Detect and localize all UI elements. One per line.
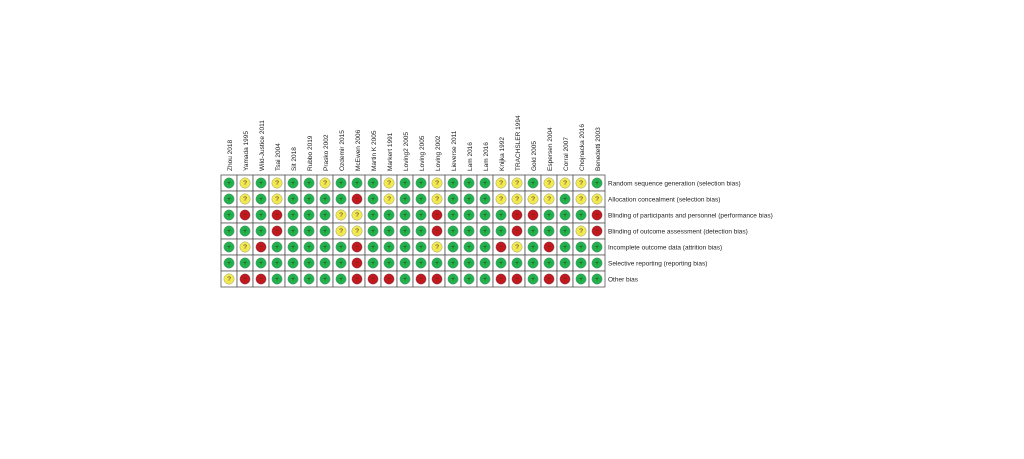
low-risk-symbol: + [227,196,231,204]
low-risk-symbol: + [579,244,583,252]
low-risk-symbol: + [227,212,231,220]
low-risk-symbol: + [451,244,455,252]
low-risk-symbol: + [339,276,343,284]
low-risk-symbol: + [531,228,535,236]
study-label: Ozdemir 2015 [339,130,346,171]
low-risk-symbol: + [467,276,471,284]
low-risk-symbol: + [387,212,391,220]
low-risk-symbol: + [323,276,327,284]
unclear-risk-symbol: ? [595,196,599,204]
high-risk-symbol: − [515,212,519,220]
unclear-risk-symbol: ? [435,196,439,204]
study-label: Lam 2016 [467,142,474,171]
high-risk-symbol: − [275,228,279,236]
unclear-risk-symbol: ? [531,196,535,204]
high-risk-symbol: − [547,244,551,252]
low-risk-symbol: + [483,228,487,236]
low-risk-symbol: + [531,260,535,268]
unclear-risk-symbol: ? [243,196,247,204]
low-risk-symbol: + [563,212,567,220]
unclear-risk-symbol: ? [387,180,391,188]
low-risk-symbol: + [419,228,423,236]
low-risk-symbol: + [387,228,391,236]
low-risk-symbol: + [483,212,487,220]
low-risk-symbol: + [403,180,407,188]
low-risk-symbol: + [579,276,583,284]
low-risk-symbol: + [579,212,583,220]
low-risk-symbol: + [595,260,599,268]
low-risk-symbol: + [403,244,407,252]
high-risk-symbol: − [275,212,279,220]
study-label: Espersen 2004 [547,127,554,171]
low-risk-symbol: + [467,180,471,188]
low-risk-symbol: + [419,212,423,220]
low-risk-symbol: + [467,244,471,252]
low-risk-symbol: + [531,276,535,284]
low-risk-symbol: + [451,228,455,236]
unclear-risk-symbol: ? [435,244,439,252]
low-risk-symbol: + [307,212,311,220]
low-risk-symbol: + [387,244,391,252]
low-risk-symbol: + [451,180,455,188]
high-risk-symbol: − [243,212,247,220]
low-risk-symbol: + [291,180,295,188]
low-risk-symbol: + [595,276,599,284]
study-label: Zhou 2018 [227,139,234,171]
low-risk-symbol: + [259,260,263,268]
low-risk-symbol: + [275,276,279,284]
study-label: Sit 2018 [291,147,298,171]
low-risk-symbol: + [259,212,263,220]
domain-label: Allocation concealment (selection bias) [608,196,721,204]
high-risk-symbol: − [435,276,439,284]
high-risk-symbol: − [355,276,359,284]
domain-label: Random sequence generation (selection bias) [608,180,741,188]
domain-label: Incomplete outcome data (attrition bias) [608,244,723,252]
low-risk-symbol: + [339,180,343,188]
unclear-risk-symbol: ? [563,180,567,188]
low-risk-symbol: + [387,260,391,268]
low-risk-symbol: + [483,260,487,268]
domain-labels [608,181,773,284]
high-risk-symbol: − [563,276,567,284]
high-risk-symbol: − [419,276,423,284]
low-risk-symbol: + [483,276,487,284]
low-risk-symbol: + [307,196,311,204]
low-risk-symbol: + [563,260,567,268]
unclear-risk-symbol: ? [547,196,551,204]
low-risk-symbol: + [499,212,503,220]
low-risk-symbol: + [595,180,599,188]
low-risk-symbol: + [307,260,311,268]
unclear-risk-symbol: ? [547,180,551,188]
high-risk-symbol: − [435,228,439,236]
low-risk-symbol: + [227,228,231,236]
low-risk-symbol: + [499,228,503,236]
high-risk-symbol: − [595,228,599,236]
study-label: Knijka 1992 [499,137,506,171]
high-risk-symbol: − [259,244,263,252]
low-risk-symbol: + [307,276,311,284]
study-label: Lam 2016 [483,142,490,171]
study-label: Corral 2007 [563,137,570,171]
low-risk-symbol: + [339,260,343,268]
low-risk-symbol: + [483,180,487,188]
unclear-risk-symbol: ? [499,196,503,204]
unclear-risk-symbol: ? [227,276,231,284]
low-risk-symbol: + [323,212,327,220]
study-label: Prasko 2002 [323,134,330,171]
study-label: TRACHSLER 1994 [515,115,522,171]
low-risk-symbol: + [371,180,375,188]
high-risk-symbol: − [387,276,391,284]
low-risk-symbol: + [291,244,295,252]
high-risk-symbol: − [515,228,519,236]
low-risk-symbol: + [323,260,327,268]
low-risk-symbol: + [403,212,407,220]
study-label: Loving2 2005 [403,131,410,171]
high-risk-symbol: − [499,276,503,284]
low-risk-symbol: + [371,228,375,236]
low-risk-symbol: + [259,228,263,236]
low-risk-symbol: + [451,276,455,284]
unclear-risk-symbol: ? [339,228,343,236]
unclear-risk-symbol: ? [435,180,439,188]
study-label: Markert 1991 [387,132,394,171]
low-risk-symbol: + [339,244,343,252]
low-risk-symbol: + [291,260,295,268]
unclear-risk-symbol: ? [499,180,503,188]
low-risk-symbol: + [323,196,327,204]
low-risk-symbol: + [403,228,407,236]
low-risk-symbol: + [371,196,375,204]
high-risk-symbol: − [595,212,599,220]
low-risk-symbol: + [595,244,599,252]
low-risk-symbol: + [291,212,295,220]
low-risk-symbol: + [419,244,423,252]
low-risk-symbol: + [547,260,551,268]
low-risk-symbol: + [291,276,295,284]
study-label: Rubbo 2019 [307,135,314,171]
low-risk-symbol: + [467,228,471,236]
unclear-risk-symbol: ? [579,196,583,204]
low-risk-symbol: + [419,196,423,204]
high-risk-symbol: − [243,276,247,284]
low-risk-symbol: + [483,244,487,252]
high-risk-symbol: − [547,276,551,284]
low-risk-symbol: + [227,260,231,268]
study-label: Chojnacka 2016 [579,124,586,171]
unclear-risk-symbol: ? [515,244,519,252]
high-risk-symbol: − [531,212,535,220]
low-risk-symbol: + [419,180,423,188]
low-risk-symbol: + [547,212,551,220]
study-label: Benedetti 2003 [595,127,602,171]
low-risk-symbol: + [275,260,279,268]
low-risk-symbol: + [515,260,519,268]
low-risk-symbol: + [467,260,471,268]
low-risk-symbol: + [499,260,503,268]
low-risk-symbol: + [291,228,295,236]
low-risk-symbol: + [323,244,327,252]
low-risk-symbol: + [467,212,471,220]
high-risk-symbol: − [355,260,359,268]
unclear-risk-symbol: ? [243,180,247,188]
domain-label: Blinding of participants and personnel (performance bias) [608,212,773,220]
study-label: Loving 2005 [419,135,426,171]
study-label: Wild-Justice 2011 [259,120,266,171]
domain-label: Other bias [608,276,638,284]
high-risk-symbol: − [259,276,263,284]
low-risk-symbol: + [403,276,407,284]
high-risk-symbol: − [371,276,375,284]
unclear-risk-symbol: ? [579,180,583,188]
low-risk-symbol: + [323,228,327,236]
unclear-risk-symbol: ? [275,180,279,188]
study-label: Loving 2002 [435,135,442,171]
low-risk-symbol: + [579,260,583,268]
low-risk-symbol: + [419,260,423,268]
low-risk-symbol: + [227,244,231,252]
unclear-risk-symbol: ? [387,196,391,204]
study-labels [227,115,602,171]
unclear-risk-symbol: ? [355,212,359,220]
low-risk-symbol: + [259,180,263,188]
high-risk-symbol: − [355,196,359,204]
low-risk-symbol: + [563,244,567,252]
unclear-risk-symbol: ? [243,244,247,252]
domain-label: Selective reporting (reporting bias) [608,260,708,268]
low-risk-symbol: + [371,260,375,268]
low-risk-symbol: + [531,180,535,188]
low-risk-symbol: + [307,228,311,236]
low-risk-symbol: + [307,244,311,252]
domain-label: Blinding of outcome assessment (detection bias) [608,228,748,236]
low-risk-symbol: + [307,180,311,188]
unclear-risk-symbol: ? [515,180,519,188]
low-risk-symbol: + [227,180,231,188]
low-risk-symbol: + [563,228,567,236]
unclear-risk-symbol: ? [323,180,327,188]
low-risk-symbol: + [547,228,551,236]
low-risk-symbol: + [563,196,567,204]
low-risk-symbol: + [355,180,359,188]
low-risk-symbol: + [371,212,375,220]
study-label: Yamada 1995 [243,131,250,171]
low-risk-symbol: + [451,196,455,204]
high-risk-symbol: − [435,212,439,220]
study-label: Gold 2005 [531,141,538,171]
high-risk-symbol: − [499,244,503,252]
low-risk-symbol: + [451,212,455,220]
low-risk-symbol: + [403,196,407,204]
study-label: Martin K 2005 [371,130,378,171]
study-label: Lieverse 2011 [451,130,458,171]
low-risk-symbol: + [435,260,439,268]
unclear-risk-symbol: ? [339,212,343,220]
low-risk-symbol: + [243,260,247,268]
low-risk-symbol: + [483,196,487,204]
unclear-risk-symbol: ? [355,228,359,236]
low-risk-symbol: + [451,260,455,268]
low-risk-symbol: + [467,196,471,204]
low-risk-symbol: + [371,244,375,252]
low-risk-symbol: + [291,196,295,204]
unclear-risk-symbol: ? [579,228,583,236]
study-label: Tsai 2004 [275,143,282,171]
low-risk-symbol: + [339,196,343,204]
high-risk-symbol: − [515,276,519,284]
unclear-risk-symbol: ? [275,196,279,204]
study-label: McEwen 2006 [355,129,362,171]
unclear-risk-symbol: ? [515,196,519,204]
high-risk-symbol: − [355,244,359,252]
low-risk-symbol: + [275,244,279,252]
low-risk-symbol: + [243,228,247,236]
low-risk-symbol: + [403,260,407,268]
low-risk-symbol: + [531,244,535,252]
low-risk-symbol: + [259,196,263,204]
